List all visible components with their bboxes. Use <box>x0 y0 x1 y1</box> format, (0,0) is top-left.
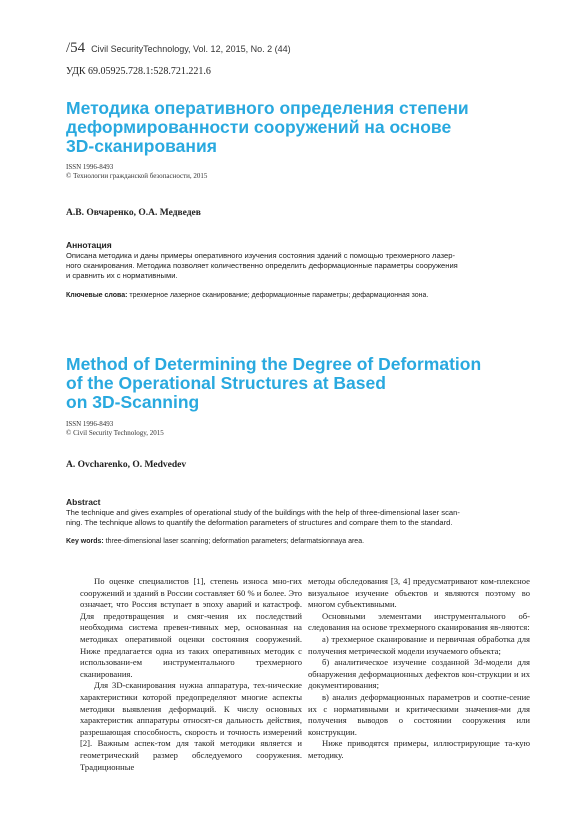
keywords-label: Ключевые слова: <box>66 292 128 299</box>
english-abstract <box>66 508 526 528</box>
copyright: © Civil Security Technology, 2015 <box>66 429 164 437</box>
issn: ISSN 1996-8493 <box>66 420 114 428</box>
abstract-line: и сравнить их с нормативными. <box>66 271 178 280</box>
paragraph: в) анализ деформационных параметров и соотне-сение их с нормативными и критическими значения-ми для получения выводов о состоянии сооружения или конструкции. <box>308 691 530 737</box>
russian-authors: А.В. Овчаренко, О.А. Медведев <box>66 208 201 218</box>
copyright: © Технологии гражданской безопасности, 2015 <box>66 172 208 180</box>
paragraph: методы обследования [3, 4] предусматривают ком-плексное визуальное изучение объектов и являются поэтому во многом субъективными. <box>308 576 530 610</box>
russian-meta <box>66 163 207 181</box>
keywords-label: Key words: <box>66 538 104 545</box>
paragraph: По оценке специалистов [1], степень износа мно-гих сооружений и зданий в России составляет 60 % и более. Это означает, что Россия вступает в эпоху аварий и катастроф. Для предотвращения и смяг-чения их последствий необходима система превен-тивных мер, основанная на методиках оперативной оценки состояния сооружений. Ниже предлагается одна из таких оперативных методик с использовани-ем инструментального трехмерного сканирования. <box>80 576 302 679</box>
paragraph: Для 3D-сканирования нужна аппаратура, тех-нические характеристики которой предопределяют многие аспекты методики выявления деформаций. К числу основных характеристик аппаратуры относят-ся дальность действия, разрешающая способность, скорость и точность измерений [2]. Важным аспек-том для такой методики является и геометрический размер обследуемого сооружения. Традиционные <box>80 680 302 772</box>
russian-keywords <box>66 291 526 301</box>
russian-title <box>66 99 536 156</box>
paragraph: а) трехмерное сканирование и первичная обработка для получения метрической модели изучаемого объекта; <box>308 633 530 656</box>
english-authors: A. Ovcharenko, O. Medvedev <box>66 460 187 470</box>
paragraph: Ниже приводятся примеры, иллюстрирующие та-кую методику. <box>308 738 530 760</box>
abstract-line: ning. The technique allows to quantify the deformation parameters of structures and compare them to the standard. <box>66 518 453 527</box>
russian-abstract <box>66 251 526 281</box>
title-line: Method of Determining the Degree of Deformation <box>66 354 482 374</box>
issn: ISSN 1996-8493 <box>66 163 114 171</box>
keywords-text: трехмерное лазерное сканирование; деформационные параметры; дефармационная зона. <box>127 292 429 299</box>
russian-abstract-heading: Аннотация <box>66 240 112 250</box>
running-header <box>66 40 526 57</box>
title-line: of the Operational Structures at Based <box>66 373 386 393</box>
abstract-line: ного сканирования. Методика позволяет количественно определить деформационные параметры сооружения <box>66 261 458 270</box>
paragraph: Основными элементами инструментального об-следования на основе трехмерного сканирования яв-ляются: <box>308 610 530 633</box>
udc-code: УДК 69.05925.728.1:528.721.221.6 <box>66 66 211 77</box>
abstract-line: Описана методика и даны примеры оперативного изучения состояния зданий с помощью трехмерного лазер- <box>66 251 455 260</box>
abstract-line: The technique and gives examples of operational study of the buildings with the help of three-dimensional laser scan- <box>66 508 460 517</box>
title-line: 3D-сканирования <box>66 136 217 156</box>
keywords-text: three-dimensional laser scanning; deformation parameters; defarmatsionnaya area. <box>103 538 365 545</box>
english-meta <box>66 420 164 438</box>
title-line: деформированности сооружений на основе <box>66 117 452 137</box>
body-left-column <box>80 576 302 773</box>
paragraph: б) аналитическое изучение созданной 3d-модели для обнаружения деформационных дефектов кон-струкции и их документирования; <box>308 657 530 691</box>
title-line: Методика оперативного определения степени <box>66 98 469 118</box>
english-abstract-heading: Abstract <box>66 497 101 507</box>
english-title <box>66 355 536 412</box>
body-right-column <box>308 576 530 762</box>
journal-title: Civil SecurityTechnology, Vol. 12, 2015, No. 2 (44) <box>91 44 291 54</box>
title-line: on 3D-Scanning <box>66 392 200 412</box>
english-keywords <box>66 537 526 547</box>
page-number: /54 <box>66 40 86 56</box>
